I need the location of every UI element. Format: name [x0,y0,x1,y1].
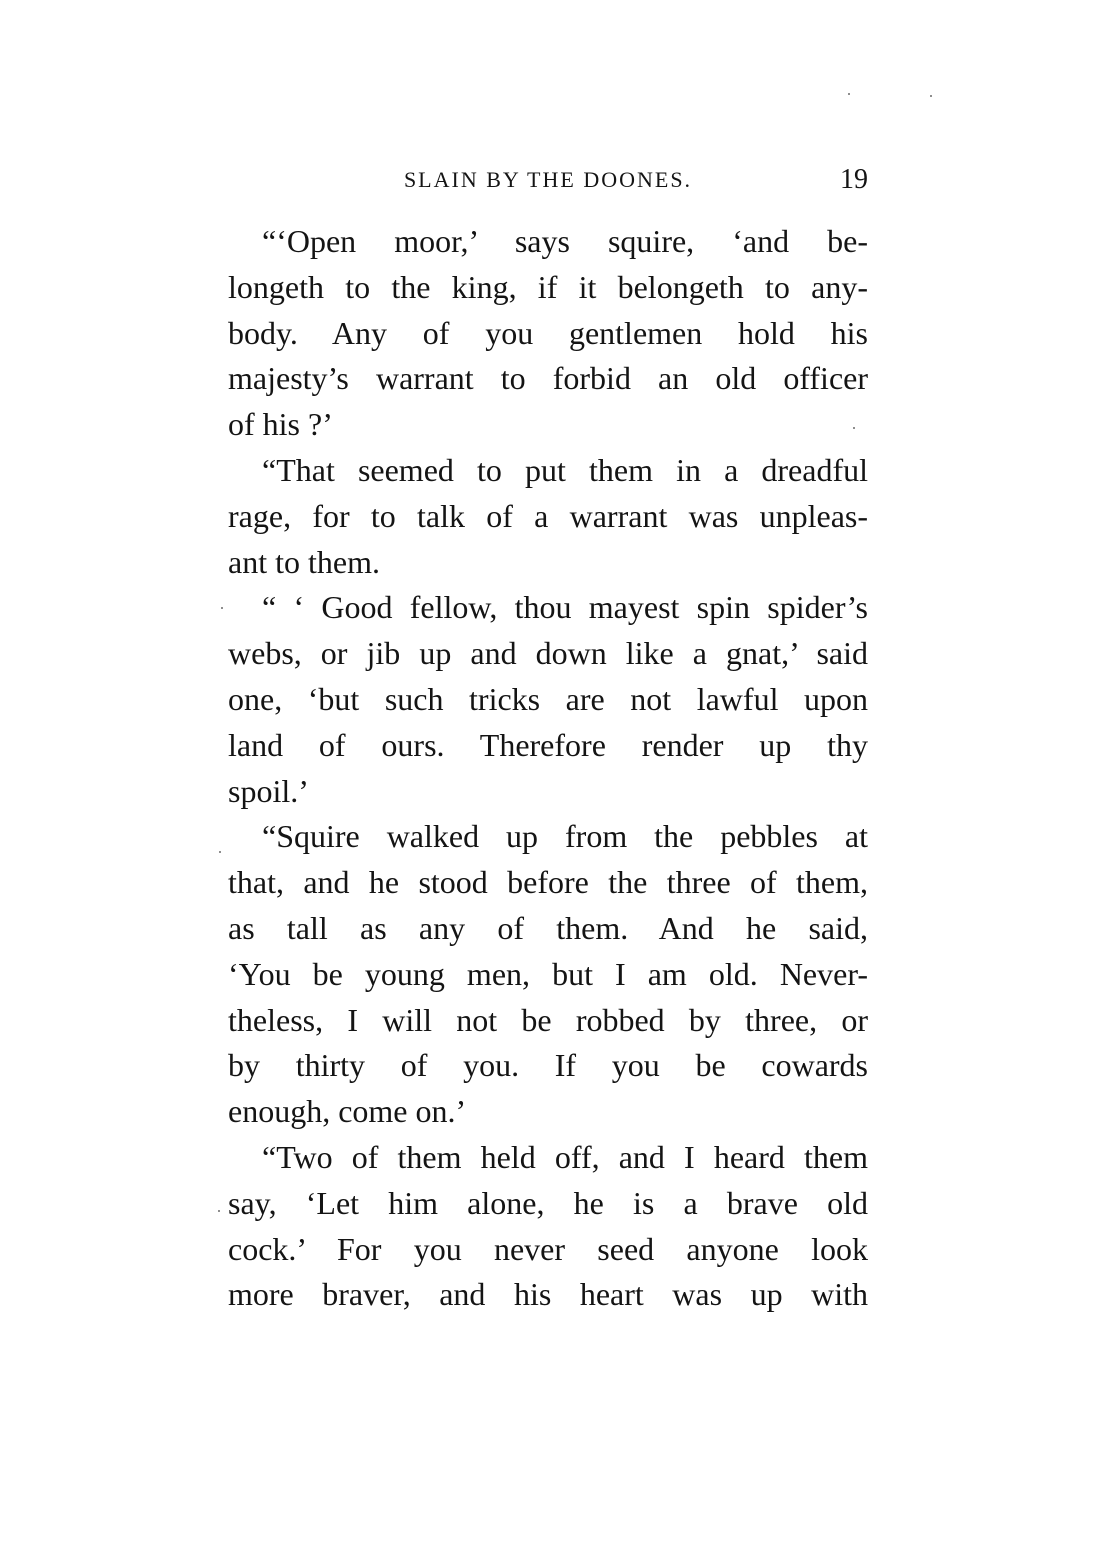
text-line: enough, come on.’ [228,1093,467,1130]
scan-speck [853,427,855,429]
text-line: webs, or jib up and down like a gnat,’ said [228,635,868,672]
text-line: more braver, and his heart was up with [228,1276,868,1313]
text-line: majesty’s warrant to forbid an old officer [228,360,868,397]
body-text [228,219,868,1318]
text-line: by thirty of you. If you be cowards [228,1047,868,1084]
scan-speck [848,93,850,95]
text-line: “ ‘ Good fellow, thou mayest spin spider’s [262,589,868,626]
text-line: “Squire walked up from the pebbles at [262,818,868,855]
scan-speck [930,95,932,97]
text-line: rage, for to talk of a warrant was unpleas- [228,497,868,534]
text-line: cock.’ For you never seed anyone look [228,1230,868,1267]
text-line: “Two of them held off, and I heard them [262,1138,868,1175]
text-line: of his ?’ [228,406,333,443]
text-line: that, and he stood before the three of them, [228,864,868,901]
text-line: one, ‘but such tricks are not lawful upon [228,680,868,717]
text-line: spoil.’ [228,772,309,809]
text-line: longeth to the king, if it belongeth to any- [228,268,868,305]
text-line: body. Any of you gentlemen hold his [228,314,868,351]
text-line: land of ours. Therefore render up thy [228,726,868,763]
page-number: 19 [840,164,868,195]
text-line: ‘You be young men, but I am old. Never- [228,955,868,992]
scan-speck [218,1210,220,1212]
text-line: “That seemed to put them in a dreadful [262,451,868,488]
running-head [228,160,868,200]
running-head-title: SLAIN BY THE DOONES. [403,167,693,192]
scan-speck [221,607,223,609]
scan-speck [219,851,221,853]
text-line: say, ‘Let him alone, he is a brave old [228,1184,868,1221]
text-line: “‘Open moor,’ says squire, ‘and be- [262,223,868,259]
text-line: as tall as any of them. And he said, [228,909,868,946]
text-line: ant to them. [228,543,380,580]
text-line: theless, I will not be robbed by three, or [228,1001,868,1038]
